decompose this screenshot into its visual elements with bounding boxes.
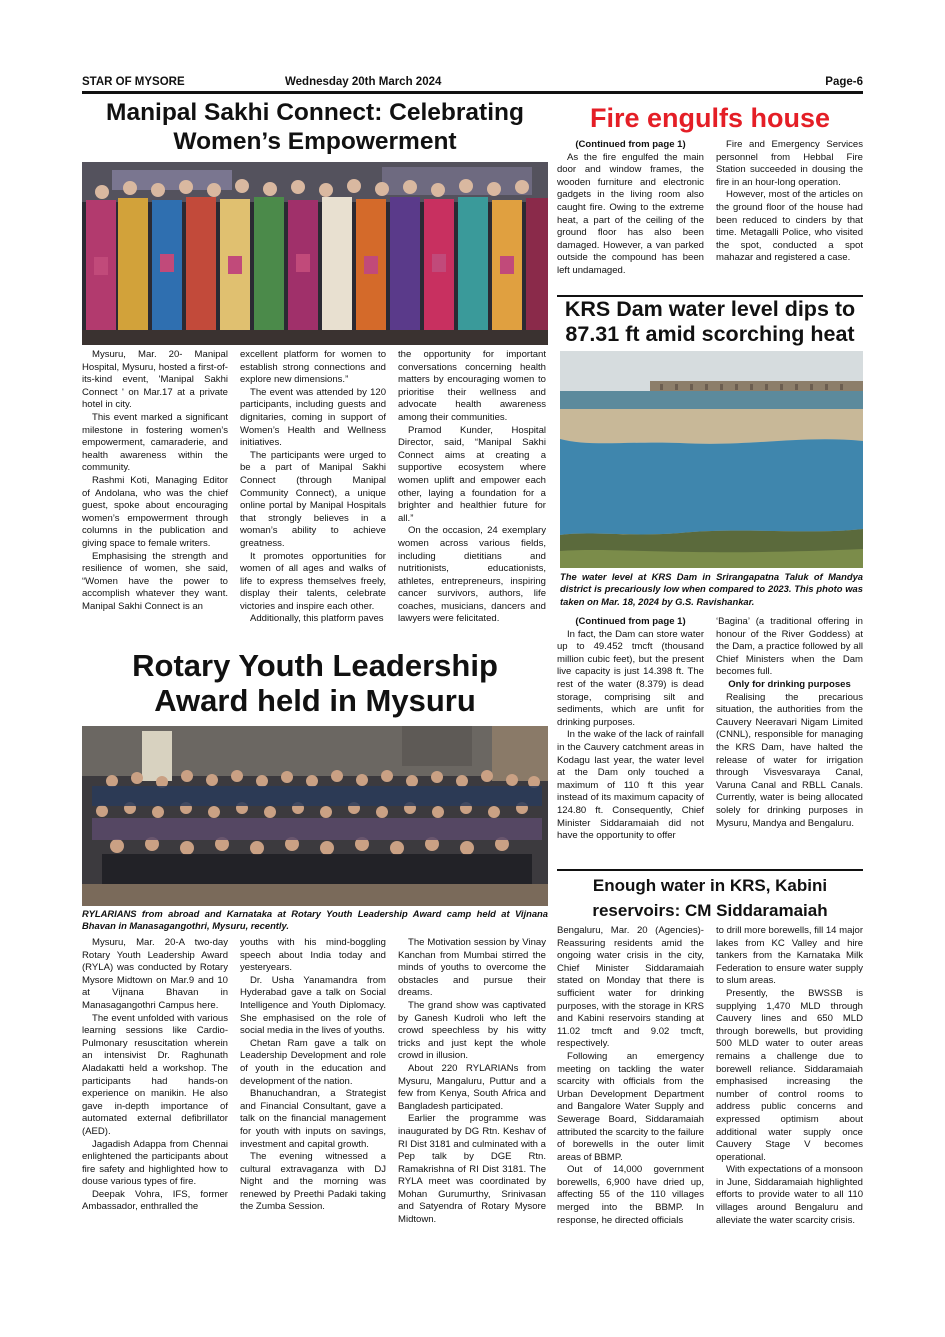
issue-date: Wednesday 20th March 2024	[285, 76, 442, 88]
paragraph: Bengaluru, Mar. 20 (Agencies)- Reassuring residents amid the ongoing water crisis in the city, Chief Minister Siddaramaiah stated on Monday that there is sufficient water for drinking purposes, with the storage in KRS and Kabini reservoirs standing at 11.02 tmcft and 9.02 tmcft, respectively.	[557, 925, 704, 1050]
paragraph: With expectations of a monsoon in June, Siddaramaiah highlighted efforts to provide water to all 110 villages around Bengaluru and alleviate the water scarcity crisis.	[716, 1164, 863, 1226]
paragraph: Rashmi Koti, Managing Editor of Andolana, who was the chief guest, spoke about encouraging women’s empowerment through columns in the publication and giving space to female writers.	[82, 474, 228, 549]
krs-col-1	[557, 616, 704, 843]
paragraph: Pramod Kunder, Hospital Director, said, “Manipal Sakhi Connect aims at creating a supportive ecosystem where women uplift and empower each other, laying a foundation for a brighter and healthier future for all.”	[398, 424, 546, 524]
fire-headline: Fire engulfs house	[589, 103, 831, 133]
group-photo-women-icon	[82, 162, 548, 345]
paragraph: Deepak Vohra, IFS, former Ambassador, enthralled the	[82, 1188, 228, 1213]
water-headline	[557, 873, 863, 923]
paragraph: On the occasion, 24 exemplary women across various fields, including dietitians and nutritionists, educationists, athletes, entrepreneurs, inspiring cancer survivors, authors, life coaches, musicians, dancers and lawyers were felicitated.	[398, 525, 546, 625]
section-divider	[557, 869, 863, 871]
water-col-2	[716, 925, 863, 1227]
rotary-caption: RYLARIANS from abroad and Karnataka at Rotary Youth Leadership Award camp held at Vijnana Bhavan in Manasagangothri, Mysuru, recently.	[82, 908, 548, 932]
paragraph: Earlier the programme was inaugurated by DG Rtn. Keshav of RI Dist 3181 and culminated with a Pep talk by DGE Rtn. Ramakrishna of RI Dist 3181. The RYLA meet was coordinated by Mohan Gurumurthy, Srinivasan and Satyendra of Rotary Mysore Midtown.	[398, 1113, 546, 1226]
paragraph: As the fire engulfed the main door and window frames, the wooden furniture and electronic gadgets in the living room also caught fire. Owing to the extreme heat, a part of the ceiling of the ground floor has also been damaged. However, a van parked outside the compound has been left undamaged.	[557, 151, 704, 276]
paragraph: The event unfolded with various learning sessions like Cardio-Pulmonary resuscitation wherein an intensivist Dr. Raghunath Aladakatti held a workshop. The participants had hands-on experience on manikin. He also gave in-depth importance of automated external defibrillator (AED).	[82, 1012, 228, 1137]
sakhi-photo	[82, 162, 548, 345]
sakhi-col-1	[82, 349, 228, 613]
paragraph: About 220 RYLARIANs from Mysuru, Mangaluru, Puttur and a few from Kenya, South Africa and Bangladesh participated.	[398, 1062, 546, 1112]
krs-headline-line1: KRS Dam water level dips to	[564, 297, 856, 321]
rotary-headline-line1: Rotary Youth Leadership	[132, 648, 498, 683]
fire-col-2	[716, 139, 863, 265]
paragraph: Jagadish Adappa from Chennai enlightened the participants about fire safety and highlighted how to douse various types of fire.	[82, 1138, 228, 1188]
paragraph: The evening witnessed a cultural extravaganza with DJ Night and the morning was renewed by Preethi Padaki taking the Zumba Session.	[240, 1151, 386, 1213]
rotary-col-1	[82, 937, 228, 1214]
krs-photo	[560, 351, 863, 568]
paragraph: excellent platform for women to establish strong connections and explore new dimensions.”	[240, 349, 386, 386]
paragraph: Bhanuchandran, a Strategist and Financial Consultant, gave a talk on the financial management for youth with inputs on savings, investment and capital growth.	[240, 1088, 386, 1150]
water-headline-line2: reservoirs: CM Siddaramaiah	[592, 901, 828, 920]
paragraph: Realising the precarious situation, the authorities from the Cauvery Neeravari Nigam Limited (CNNL), responsible for managing the KRS Dam, have halted the release of water for irrigation through Visvesvaraya Canal, Varuna Canal and RBLL Canals. Currently, water is being allocated solely for drinking purposes in Mysuru, Mandya and Bengaluru.	[716, 691, 863, 829]
paragraph: Mysuru, Mar. 20-A two-day Rotary Youth Leadership Award (RYLA) was conducted by Rotary Mysore Midtown on Mar.9 and 10 at Vijnana Bhavan in Manasagangothri Campus here.	[82, 937, 228, 1011]
paragraph: It promotes opportunities for women of all ages and walks of life to express themselves freely, display their talents, celebrate victories and inspire each other.	[240, 550, 386, 612]
paragraph: This event marked a significant milestone in fostering women’s empowerment, camaraderie, and health awareness within the community.	[82, 411, 228, 474]
paragraph: Fire and Emergency Services personnel from Hebbal Fire Station succeeded in dousing the fire in an hour-long operation.	[716, 139, 863, 188]
sakhi-col-3	[398, 349, 546, 626]
fire-col-1	[557, 139, 704, 278]
sakhi-col-2	[240, 349, 386, 626]
paper-name: STAR OF MYSORE	[82, 76, 185, 88]
group-photo-youth-icon	[82, 726, 548, 906]
reservoir-photo-icon	[560, 351, 863, 568]
sakhi-headline	[82, 98, 548, 156]
rotary-headline-line2: Award held in Mysuru	[154, 683, 476, 718]
paragraph: to drill more borewells, fill 14 major lakes from KC Valley and hire tankers from the Karnataka Milk Federation to ensure water supply to slum areas.	[716, 925, 863, 987]
rotary-col-2	[240, 937, 386, 1214]
page-number: Page-6	[825, 76, 863, 88]
paragraph: the opportunity for important conversations concerning health matters by encouraging women to prioritise their wellness and advocate health awareness among their communities.	[398, 349, 546, 423]
paragraph: In fact, the Dam can store water up to 49.452 tmcft (thousand million cubic feet), but the present live capacity is just 14.398 ft. The rest of the water (8.379) is dead storage, comprising silt and sediments, which are unfit for drinking purposes.	[557, 628, 704, 728]
rotary-headline	[82, 648, 548, 718]
rotary-photo	[82, 726, 548, 906]
paragraph: youths with his mind-boggling speech about India today and yesteryears.	[240, 937, 386, 974]
krs-col-2	[716, 616, 863, 830]
paragraph: However, most of the articles on the ground floor of the house had been reduced to cinders by that time. Metagalli Police, who visited the spot, conducted a spot mahazar and registered a case.	[716, 189, 863, 264]
paragraph: ‘Bagina’ (a traditional offering in honour of the River Goddess) at the Dam, a practice followed by all Chief Ministers when the Dam becomes full.	[716, 616, 863, 678]
paragraph: Out of 14,000 government borewells, 6,900 have dried up, affecting 55 of the 110 villages merged into the BBMP. In response, he directed officials	[557, 1164, 704, 1226]
paragraph: Dr. Usha Yanamandra from Hyderabad gave a talk on Social Intelligence and Youth Diplomacy. She emphasised on the role of social media in the lives of youths.	[240, 974, 386, 1037]
paragraph: In the wake of the lack of rainfall in the Cauvery catchment areas in Kodagu last year, the water level at the Dam only touched a maximum of 110 ft this year instead of its maximum capacity of 124.80 ft. Consequently, Chief Minister Siddaramaiah did not have the opportunity to offer	[557, 729, 704, 842]
paragraph: Mysuru, Mar. 20- Manipal Hospital, Mysuru, hosted a first-of-its-kind event, 'Manipal Sakhi Connect ' on Mar.17 at a private hotel in city.	[82, 349, 228, 411]
krs-caption: The water level at KRS Dam in Srirangapatna Taluk of Mandya district is precariously low when compared to 2023. This photo was taken on Mar. 18, 2024 by G.S. Ravishankar.	[560, 571, 863, 607]
water-headline-line1: Enough water in KRS, Kabini	[592, 876, 828, 895]
continued-note: (Continued from page 1)	[575, 616, 686, 627]
krs-subhead: Only for drinking purposes	[728, 678, 851, 690]
rotary-col-3	[398, 937, 546, 1227]
paragraph: The event was attended by 120 participants, including guests and dignitaries, coming in support of Women’s Health and Wellness initiatives.	[240, 386, 386, 449]
paragraph: The participants were urged to be a part of Manipal Sakhi Connect (through Manipal Community Connect), a unique online portal by Manipal Hospitals that strongly believes in a woman’s ability to achieve greatness.	[240, 449, 386, 549]
krs-headline	[557, 297, 863, 347]
water-col-1	[557, 925, 704, 1227]
continued-note: (Continued from page 1)	[575, 139, 686, 150]
sakhi-headline-line1: Manipal Sakhi Connect: Celebrating	[106, 99, 524, 126]
paragraph: Additionally, this platform paves	[250, 613, 384, 625]
header-rule	[82, 91, 863, 94]
paragraph: Chetan Ram gave a talk on Leadership Development and role of youth in the education and development of the nation.	[240, 1037, 386, 1087]
paragraph: Following an emergency meeting on tackling the water scarcity with officials from the Urban Development Department and Bangalore Water Supply and Sewerage Board, Siddaramaiah attributed the scarcity to the failure of borewells in the outer limit areas of BBMP.	[557, 1050, 704, 1163]
paragraph: The Motivation session by Vinay Kanchan from Mumbai stirred the minds of youths to overcome the obstacles and pursue their dreams.	[398, 937, 546, 999]
page-header	[82, 76, 863, 92]
sakhi-headline-line2: Women’s Empowerment	[173, 128, 457, 155]
paragraph: The grand show was captivated by Ganesh Kudroli who left the crowd speechless by his witty tricks and just kept the whole crowd in illusion.	[398, 999, 546, 1062]
paragraph: Emphasising the strength and resilience of women, she said, “Women have the power to accomplish whatever they want. Manipal Sakhi Connect is an	[82, 550, 228, 612]
paragraph: Presently, the BWSSB is supplying 1,470 MLD through Cauvery lines and 650 MLD through borewells, but providing 500 MLD water to outer areas remains a challenge due to borewell reliance. Siddaramaiah emphasised increasing the number of control rooms to address public concerns and expressed optimism about additional water supply once Cauvery Stage V becomes operational.	[716, 987, 863, 1163]
krs-headline-line2: 87.31 ft amid scorching heat	[565, 322, 855, 346]
